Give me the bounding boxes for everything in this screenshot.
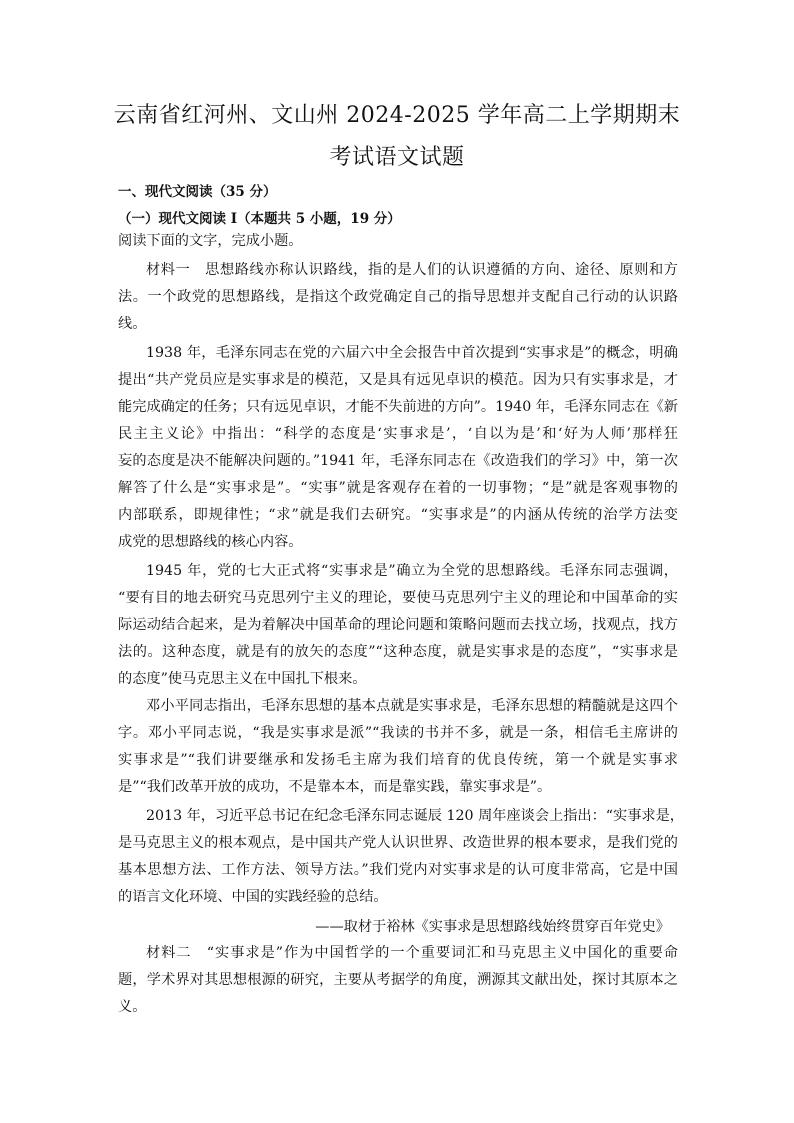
material1-p1-line: 法。一个政党的思想路线，是指这个政党确定自己的指导思想并支配自己行动的认识路 xyxy=(118,289,678,305)
section-heading: 一、现代文阅读（35 分） xyxy=(118,184,277,200)
material2-p1-line: 题，学术界对其思想根源的研究，主要从考据学的角度，溯源其文献出处，探讨其原本之 xyxy=(118,972,678,988)
instruction-text: 阅读下面的文字，完成小题。 xyxy=(118,233,303,249)
material1-p2-line: 内部联系，即规律性；“求”就是我们去研究。“实事求是”的内涵从传统的治学方法变 xyxy=(118,507,678,523)
material1-p2-line: 能完成确定的任务；只有远见卓识，才能不失前进的方向”。1940 年，毛泽东同志在《新 xyxy=(118,399,678,415)
material1-p3-line: “要有目的地去研究马克思列宁主义的理论，要使马克思列宁主义的理论和中国革命的实 xyxy=(118,590,678,606)
material2-p1-line: 材料二 “实事求是”作为中国哲学的一个重要词汇和马克思主义中国化的重要命 xyxy=(146,945,678,961)
material1-p1-line: 线。 xyxy=(118,316,147,332)
material1-p3-line: 法的。这种态度，就是有的放矢的态度”“这种态度，就是实事求是的态度”，“实事求是 xyxy=(118,644,678,660)
material1-source-citation: ——取材于裕林《实事求是思想路线始终贯穿百年党史》 xyxy=(315,919,670,935)
material1-p3-line: 际运动结合起来，是为着解决中国革命的理论问题和策略问题而去找立场，找观点，找方 xyxy=(118,617,678,633)
material1-p2-line: 提出“共产党员应是实事求是的模范，又是具有远见卓识的模范。因为只有实事求是，才 xyxy=(118,372,678,388)
exam-title-line-1: 云南省红河州、文山州 2024-2025 学年高二上学期期末 xyxy=(113,103,681,128)
material1-p4-line: 是”“我们改革开放的成功，不是靠本本，而是靠实践，靠实事求是”。 xyxy=(118,779,552,795)
material1-p4-line: 邓小平同志指出，毛泽东思想的基本点就是实事求是，毛泽东思想的精髓就是这四个 xyxy=(146,698,678,714)
material1-p2-line: 成党的思想路线的核心内容。 xyxy=(118,534,303,550)
exam-title-line-2: 考试语文试题 xyxy=(329,145,465,170)
material1-p2-line: 民主主义论》中指出：“科学的态度是‘实事求是’，‘自以为是’和‘好为人师’那样狂 xyxy=(118,426,678,442)
material2-p1-line: 义。 xyxy=(118,999,147,1015)
material1-p3-line: 1945 年，党的七大正式将“实事求是”确立为全党的思想路线。毛泽东同志强调， xyxy=(146,563,678,579)
material1-p5-line: 基本思想方法、工作方法、领导方法。”我们党内对实事求是的认可度非常高，它是中国 xyxy=(118,862,678,878)
subsection-heading: （一）现代文阅读 I（本题共 5 小题，19 分） xyxy=(118,211,401,227)
material1-p2-line: 解答了什么是“实事求是”。“实事”就是客观存在着的一切事物；“是”就是客观事物的 xyxy=(118,480,678,496)
material1-p5-line: 2013 年，习近平总书记在纪念毛泽东同志诞辰 120 周年座谈会上指出：“实事求是， xyxy=(146,808,684,824)
material1-p2-line: 妄的态度是决不能解决问题的。”1941 年，毛泽东同志在《改造我们的学习》中，第一次 xyxy=(118,453,678,469)
material1-p5-line: 是马克思主义的根本观点，是中国共产党人认识世界、改造世界的根本要求，是我们党的 xyxy=(118,835,678,851)
material1-p1-line: 材料一 思想路线亦称认识路线，指的是人们的认识遵循的方向、途径、原则和方 xyxy=(146,262,678,278)
material1-p4-line: 字。邓小平同志说，“我是实事求是派”“我读的书并不多，就是一条，相信毛主席讲的 xyxy=(118,725,678,741)
material1-p4-line: 实事求是”“我们讲要继承和发扬毛主席为我们培育的优良传统，第一个就是实事求 xyxy=(118,752,678,768)
material1-p3-line: 的态度”使马克思主义在中国扎下根来。 xyxy=(118,671,367,687)
material1-p5-line: 的语言文化环境、中国的实践经验的总结。 xyxy=(118,889,388,905)
material1-p2-line: 1938 年，毛泽东同志在党的六届六中全会报告中首次提到“实事求是”的概念，明确 xyxy=(146,345,678,361)
